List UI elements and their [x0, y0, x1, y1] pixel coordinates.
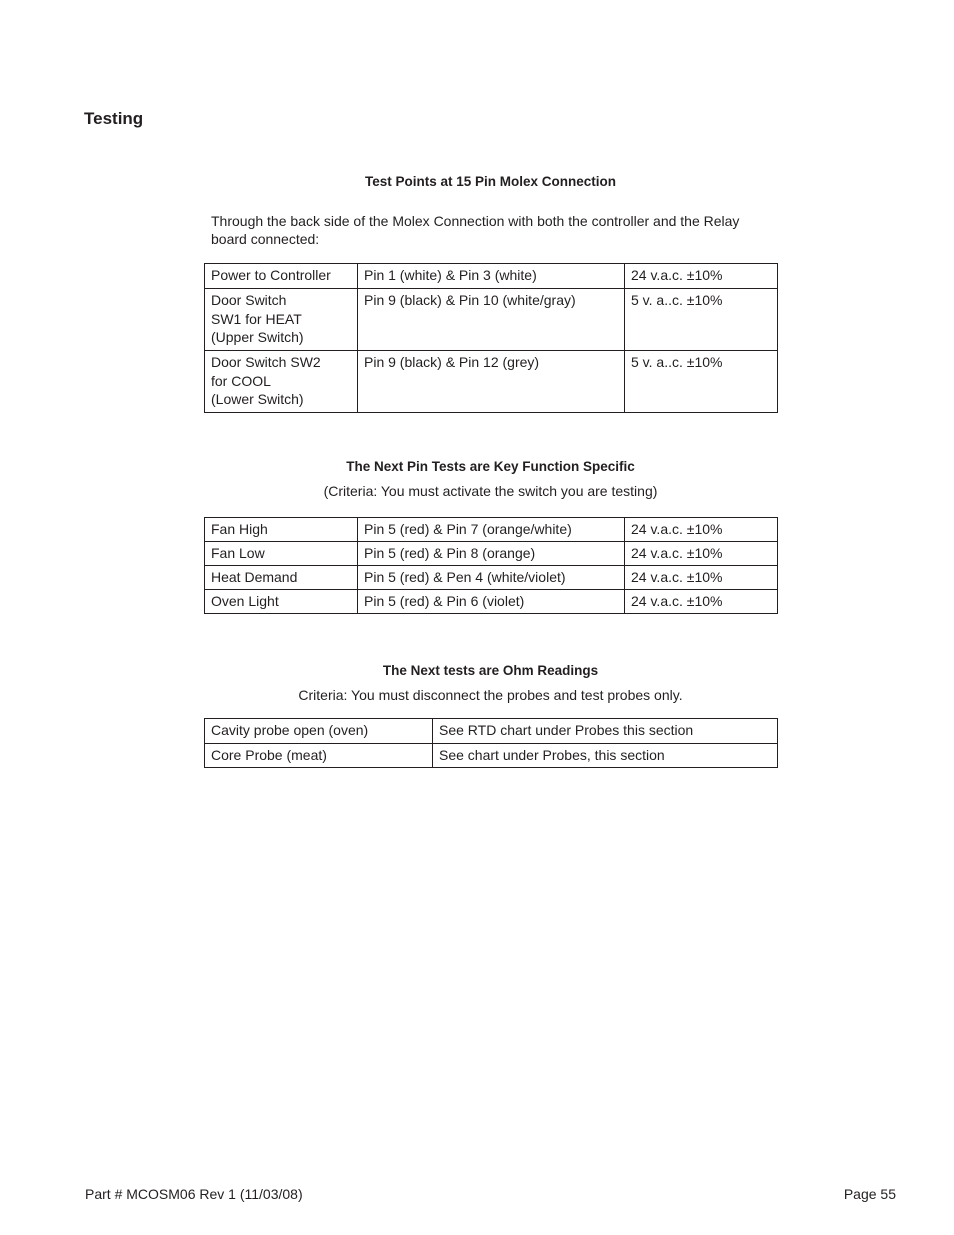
- table-row: [205, 289, 778, 351]
- table-cell: Door Switch SW2 for COOL (Lower Switch): [205, 351, 358, 413]
- key-function-tests-title: The Next Pin Tests are Key Function Specific: [346, 459, 635, 474]
- table-cell: 24 v.a.c. ±10%: [625, 518, 778, 542]
- table-cell: 5 v. a..c. ±10%: [625, 289, 778, 351]
- molex-intro-text: Through the back side of the Molex Connection with both the controller and the Relay board connected:: [211, 213, 740, 247]
- molex-test-points-title: Test Points at 15 Pin Molex Connection: [364, 174, 617, 189]
- table-cell: Fan Low: [205, 542, 358, 566]
- ohm-readings-table: [204, 718, 778, 768]
- table-row: [205, 542, 778, 566]
- table-cell: Heat Demand: [205, 566, 358, 590]
- table-cell: Pin 5 (red) & Pen 4 (white/violet): [358, 566, 625, 590]
- table-row: [205, 590, 778, 614]
- table-cell: 24 v.a.c. ±10%: [625, 264, 778, 289]
- table-cell: 24 v.a.c. ±10%: [625, 566, 778, 590]
- table-cell: Pin 5 (red) & Pin 7 (orange/white): [358, 518, 625, 542]
- table-cell: Oven Light: [205, 590, 358, 614]
- ohm-readings-criteria: Criteria: You must disconnect the probes and test probes only.: [298, 687, 683, 703]
- key-function-criteria: (Criteria: You must activate the switch you are testing): [323, 483, 658, 499]
- table-cell: Fan High: [205, 518, 358, 542]
- table-cell: See chart under Probes, this section: [433, 744, 778, 768]
- table-row: [205, 719, 778, 744]
- key-function-tests-table: [204, 517, 778, 614]
- table-cell: Pin 9 (black) & Pin 10 (white/gray): [358, 289, 625, 351]
- page-number: Page 55: [843, 1186, 896, 1202]
- part-number-footer: Part # MCOSM06 Rev 1 (11/03/08): [85, 1186, 303, 1202]
- table-cell: 5 v. a..c. ±10%: [625, 351, 778, 413]
- table-cell: 24 v.a.c. ±10%: [625, 590, 778, 614]
- table-cell: Pin 1 (white) & Pin 3 (white): [358, 264, 625, 289]
- table-cell: Pin 9 (black) & Pin 12 (grey): [358, 351, 625, 413]
- molex-test-points-table: [204, 263, 778, 413]
- table-row: [205, 518, 778, 542]
- table-cell: Power to Controller: [205, 264, 358, 289]
- table-row: [205, 566, 778, 590]
- table-row: [205, 351, 778, 413]
- table-cell: Door Switch SW1 for HEAT (Upper Switch): [205, 289, 358, 351]
- table-cell: Pin 5 (red) & Pin 6 (violet): [358, 590, 625, 614]
- table-row: [205, 264, 778, 289]
- table-cell: Cavity probe open (oven): [205, 719, 433, 744]
- table-row: [205, 744, 778, 768]
- table-cell: Pin 5 (red) & Pin 8 (orange): [358, 542, 625, 566]
- table-cell: See RTD chart under Probes this section: [433, 719, 778, 744]
- ohm-readings-title: The Next tests are Ohm Readings: [382, 663, 599, 678]
- table-cell: 24 v.a.c. ±10%: [625, 542, 778, 566]
- page-title: Testing: [84, 109, 144, 128]
- table-cell: Core Probe (meat): [205, 744, 433, 768]
